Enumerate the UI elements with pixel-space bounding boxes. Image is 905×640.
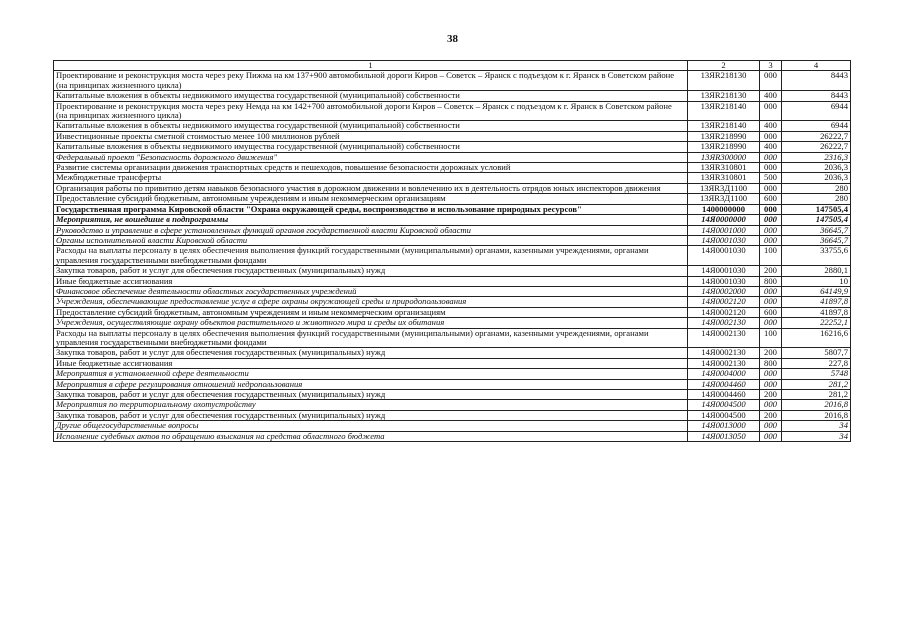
table-row — [54, 173, 851, 183]
row-name-cell: Проектирование и реконструкция моста через реку Пижма на км 137+900 автомобильной дороги Киров – Советск – Яранск с подъездом к г. Яранск в Советском районе (на принципах жизненного цикла) — [54, 71, 688, 91]
row-code-cell: 13ЯR310801 — [688, 163, 760, 173]
row-name-cell: Капитальные вложения в объекты недвижимого имущества государственной (муниципальной) собственности — [54, 121, 688, 131]
row-amount-cell: 2316,3 — [782, 152, 851, 162]
row-name-cell: Развитие системы организации движения транспортных средств и пешеходов, повышение безопасности дорожных условий — [54, 163, 688, 173]
row-kind-cell: 200 — [760, 348, 782, 358]
table-row — [54, 369, 851, 379]
row-kind-cell: 000 — [760, 286, 782, 296]
row-amount-cell: 281,2 — [782, 379, 851, 389]
row-name-cell: Мероприятия в сфере регулирования отношений недропользования — [54, 379, 688, 389]
row-name-cell: Предоставление субсидий бюджетным, автономным учреждениям и иным некоммерческим организациям — [54, 194, 688, 204]
row-code-cell: 13ЯR218130 — [688, 91, 760, 101]
row-name-cell: Закупка товаров, работ и услуг для обеспечения государственных (муниципальных) нужд — [54, 410, 688, 420]
row-kind-cell: 200 — [760, 390, 782, 400]
row-kind-cell: 500 — [760, 173, 782, 183]
table-row — [54, 235, 851, 245]
row-code-cell: 13ЯR218990 — [688, 142, 760, 152]
row-name-cell: Мероприятия по территориальному охотустройству — [54, 400, 688, 410]
row-name-cell: Предоставление субсидий бюджетным, автономным учреждениям и иным некоммерческим организациям — [54, 307, 688, 317]
table-row — [54, 204, 851, 214]
table-row — [54, 246, 851, 266]
row-code-cell: 14Я0002130 — [688, 348, 760, 358]
row-code-cell: 14Я0004460 — [688, 390, 760, 400]
row-code-cell: 13ЯR218140 — [688, 101, 760, 121]
row-name-cell: Капитальные вложения в объекты недвижимого имущества государственной (муниципальной) собственности — [54, 91, 688, 101]
row-code-cell: 1400000000 — [688, 204, 760, 214]
row-amount-cell: 5748 — [782, 369, 851, 379]
table-row — [54, 225, 851, 235]
row-kind-cell: 000 — [760, 318, 782, 328]
column-header: 4 — [782, 61, 851, 71]
row-amount-cell: 281,2 — [782, 390, 851, 400]
row-amount-cell: 6944 — [782, 121, 851, 131]
row-code-cell: 14Я0000000 — [688, 215, 760, 225]
table-row — [54, 142, 851, 152]
column-header: 3 — [760, 61, 782, 71]
row-amount-cell: 6944 — [782, 101, 851, 121]
row-name-cell: Другие общегосударственные вопросы — [54, 421, 688, 431]
table-row — [54, 400, 851, 410]
row-kind-cell: 600 — [760, 307, 782, 317]
row-code-cell: 14Я0001030 — [688, 266, 760, 276]
row-code-cell: 14Я0013050 — [688, 431, 760, 441]
row-amount-cell: 2016,8 — [782, 410, 851, 420]
row-code-cell: 13ЯR218990 — [688, 131, 760, 141]
row-kind-cell: 000 — [760, 131, 782, 141]
row-name-cell: Закупка товаров, работ и услуг для обеспечения государственных (муниципальных) нужд — [54, 348, 688, 358]
table-row — [54, 286, 851, 296]
row-kind-cell: 100 — [760, 328, 782, 348]
row-kind-cell: 000 — [760, 101, 782, 121]
row-name-cell: Исполнение судебных актов по обращению взыскания на средства областного бюджета — [54, 431, 688, 441]
row-code-cell: 14Я0001000 — [688, 225, 760, 235]
table-row — [54, 410, 851, 420]
row-kind-cell: 200 — [760, 266, 782, 276]
table-row — [54, 152, 851, 162]
row-code-cell: 14Я0002130 — [688, 328, 760, 348]
row-kind-cell: 000 — [760, 183, 782, 193]
row-name-cell: Государственная программа Кировской области "Охрана окружающей среды, воспроизводство и использование природных ресурсов" — [54, 204, 688, 214]
row-amount-cell: 8443 — [782, 91, 851, 101]
column-header: 2 — [688, 61, 760, 71]
row-amount-cell: 2036,3 — [782, 173, 851, 183]
row-name-cell: Проектирование и реконструкция моста через реку Немда на км 142+700 автомобильной дороги Киров – Советск – Яранск с подъездом к г. Яранск в Советском районе (на принципах жизненного цикла) — [54, 101, 688, 121]
row-name-cell: Учреждения, обеспечивающие предоставление услуг в сфере охраны окружающей среды и природопользования — [54, 297, 688, 307]
row-name-cell: Закупка товаров, работ и услуг для обеспечения государственных (муниципальных) нужд — [54, 390, 688, 400]
row-name-cell: Капитальные вложения в объекты недвижимого имущества государственной (муниципальной) собственности — [54, 142, 688, 152]
table-row — [54, 183, 851, 193]
row-name-cell: Иные бюджетные ассигнования — [54, 276, 688, 286]
row-amount-cell: 280 — [782, 194, 851, 204]
row-kind-cell: 000 — [760, 71, 782, 91]
table-row — [54, 307, 851, 317]
table-row — [54, 215, 851, 225]
row-kind-cell: 000 — [760, 379, 782, 389]
row-kind-cell: 000 — [760, 163, 782, 173]
row-kind-cell: 200 — [760, 410, 782, 420]
row-name-cell: Руководство и управление в сфере установленных функций органов государственной власти Кировской области — [54, 225, 688, 235]
row-kind-cell: 400 — [760, 91, 782, 101]
row-code-cell: 14Я0002120 — [688, 307, 760, 317]
row-name-cell: Расходы на выплаты персоналу в целях обеспечения выполнения функций государственными (муниципальными) органами, казенными учреждениями, органами управления государственными внебюджетными фондами — [54, 246, 688, 266]
table-row — [54, 379, 851, 389]
row-amount-cell: 16216,6 — [782, 328, 851, 348]
row-amount-cell: 26222,7 — [782, 131, 851, 141]
row-amount-cell: 34 — [782, 431, 851, 441]
row-name-cell: Инвестиционные проекты сметной стоимостью менее 100 миллионов рублей — [54, 131, 688, 141]
row-kind-cell: 400 — [760, 121, 782, 131]
row-amount-cell: 36645,7 — [782, 235, 851, 245]
row-amount-cell: 41897,8 — [782, 297, 851, 307]
row-code-cell: 14Я0002130 — [688, 358, 760, 368]
row-amount-cell: 147505,4 — [782, 215, 851, 225]
row-code-cell: 14Я0001030 — [688, 235, 760, 245]
row-code-cell: 13ЯR3Д1100 — [688, 183, 760, 193]
row-name-cell: Межбюджетные трансферты — [54, 173, 688, 183]
row-amount-cell: 8443 — [782, 71, 851, 91]
row-code-cell: 13ЯR218140 — [688, 121, 760, 131]
row-amount-cell: 10 — [782, 276, 851, 286]
row-name-cell: Органы исполнительной власти Кировской области — [54, 235, 688, 245]
row-amount-cell: 36645,7 — [782, 225, 851, 235]
row-kind-cell: 000 — [760, 297, 782, 307]
row-amount-cell: 2016,8 — [782, 400, 851, 410]
row-amount-cell: 64149,9 — [782, 286, 851, 296]
row-amount-cell: 5807,7 — [782, 348, 851, 358]
row-kind-cell: 000 — [760, 235, 782, 245]
table-row — [54, 431, 851, 441]
row-code-cell: 14Я0002120 — [688, 297, 760, 307]
row-code-cell: 14Я0013000 — [688, 421, 760, 431]
table-row — [54, 101, 851, 121]
row-name-cell: Закупка товаров, работ и услуг для обеспечения государственных (муниципальных) нужд — [54, 266, 688, 276]
column-header: 1 — [54, 61, 688, 71]
table-row — [54, 421, 851, 431]
row-code-cell: 14Я0004500 — [688, 400, 760, 410]
row-name-cell: Федеральный проект "Безопасность дорожного движения" — [54, 152, 688, 162]
table-row — [54, 71, 851, 91]
row-amount-cell: 33755,6 — [782, 246, 851, 266]
row-kind-cell: 000 — [760, 400, 782, 410]
row-kind-cell: 800 — [760, 276, 782, 286]
table-row — [54, 328, 851, 348]
row-kind-cell: 100 — [760, 246, 782, 266]
row-code-cell: 13ЯR3Д1100 — [688, 194, 760, 204]
table-row — [54, 131, 851, 141]
row-amount-cell: 2036,3 — [782, 163, 851, 173]
row-code-cell: 14Я0002130 — [688, 318, 760, 328]
row-code-cell: 13ЯR218130 — [688, 71, 760, 91]
row-kind-cell: 600 — [760, 194, 782, 204]
row-name-cell: Мероприятия, не вошедшие в подпрограммы — [54, 215, 688, 225]
row-amount-cell: 2880,1 — [782, 266, 851, 276]
row-name-cell: Финансовое обеспечение деятельности областных государственных учреждений — [54, 286, 688, 296]
row-amount-cell: 280 — [782, 183, 851, 193]
row-name-cell: Расходы на выплаты персоналу в целях обеспечения выполнения функций государственными (муниципальными) органами, казенными учреждениями, органами управления государственными внебюджетными фондами — [54, 328, 688, 348]
table-body — [54, 71, 851, 442]
row-name-cell: Учреждения, осуществляющие охрану объектов растительного и животного мира и среды их обитания — [54, 318, 688, 328]
row-code-cell: 14Я0004460 — [688, 379, 760, 389]
table-header-row — [54, 61, 851, 71]
row-kind-cell: 000 — [760, 421, 782, 431]
table-row — [54, 348, 851, 358]
row-kind-cell: 400 — [760, 142, 782, 152]
row-name-cell: Организация работы по привитию детям навыков безопасного участия в дорожном движении и вовлечению их в деятельность отрядов юных инспекторов движения — [54, 183, 688, 193]
table-row — [54, 297, 851, 307]
table-row — [54, 276, 851, 286]
row-amount-cell: 22252,1 — [782, 318, 851, 328]
row-amount-cell: 227,8 — [782, 358, 851, 368]
table-row — [54, 121, 851, 131]
row-amount-cell: 147505,4 — [782, 204, 851, 214]
row-code-cell: 13ЯR310801 — [688, 173, 760, 183]
row-amount-cell: 34 — [782, 421, 851, 431]
row-code-cell: 14Я0001030 — [688, 246, 760, 266]
row-amount-cell: 41897,8 — [782, 307, 851, 317]
row-kind-cell: 000 — [760, 225, 782, 235]
row-amount-cell: 26222,7 — [782, 142, 851, 152]
table-row — [54, 163, 851, 173]
row-name-cell: Иные бюджетные ассигнования — [54, 358, 688, 368]
row-code-cell: 14Я0002000 — [688, 286, 760, 296]
page-number: 38 — [447, 33, 458, 45]
row-kind-cell: 000 — [760, 215, 782, 225]
table-row — [54, 318, 851, 328]
table-row — [54, 358, 851, 368]
table-row — [54, 266, 851, 276]
row-code-cell: 13ЯR300000 — [688, 152, 760, 162]
row-kind-cell: 000 — [760, 204, 782, 214]
row-code-cell: 14Я0004500 — [688, 410, 760, 420]
budget-table — [53, 60, 851, 442]
row-kind-cell: 000 — [760, 369, 782, 379]
table-row — [54, 390, 851, 400]
row-code-cell: 14Я0001030 — [688, 276, 760, 286]
row-kind-cell: 000 — [760, 431, 782, 441]
row-code-cell: 14Я0004000 — [688, 369, 760, 379]
row-kind-cell: 000 — [760, 152, 782, 162]
table-row — [54, 91, 851, 101]
row-name-cell: Мероприятия в установленной сфере деятельности — [54, 369, 688, 379]
table-row — [54, 194, 851, 204]
row-kind-cell: 800 — [760, 358, 782, 368]
